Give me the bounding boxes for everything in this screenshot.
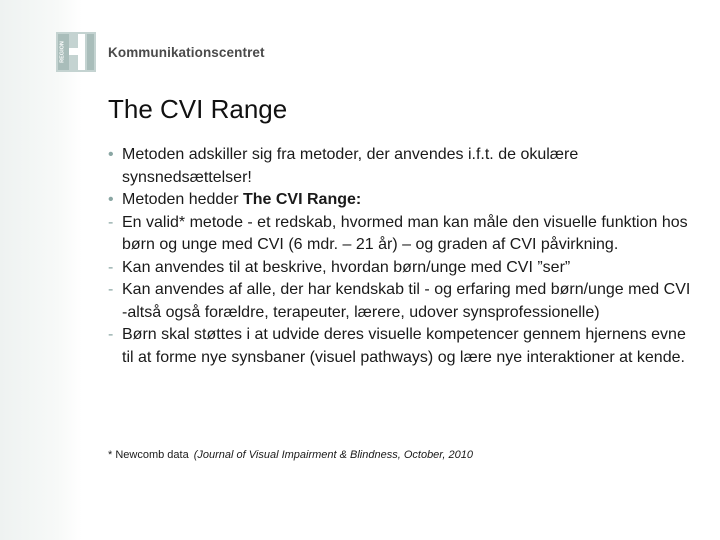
dash-marker: - [108, 258, 114, 276]
list-item [108, 257, 693, 280]
item-text: Kan anvendes af alle, der har kendskab til - og erfaring med børn/unge med CVI -altså også forældre, terapeuter, lærere, udover synsprofessionelle) [122, 281, 691, 321]
region-h-logo-icon [56, 32, 96, 72]
list-item [108, 279, 693, 324]
list-item [108, 212, 693, 257]
item-text: En valid* metode - et redskab, hvormed man kan måle den visuelle funktion hos børn og unge med CVI (6 mdr. – 21 år) – og graden af CVI påvirkning. [122, 213, 688, 253]
list-item [108, 189, 693, 212]
left-decorative-stripe [0, 0, 82, 540]
item-text: Børn skal støttes i at udvide deres visuelle kompetencer gennem hjernens evne til at forme nye synsbaner (visuel pathways) og lære nye interaktioner at kende. [122, 326, 686, 366]
slide-title: The CVI Range [108, 94, 288, 124]
footnote-label: * Newcomb data [108, 449, 189, 461]
bullet-marker: • [108, 191, 114, 208]
list-item [108, 324, 693, 369]
bullet-marker: • [108, 146, 114, 163]
bullet-list [108, 144, 693, 369]
dash-marker: - [108, 213, 114, 231]
item-text: Kan anvendes til at beskrive, hvordan børn/unge med CVI ”ser” [122, 258, 571, 276]
header-logo [56, 32, 265, 72]
item-text: Metoden hedder [122, 191, 243, 208]
footnote [108, 449, 473, 461]
dash-marker: - [108, 281, 114, 298]
org-name: Kommunikationscentret [108, 44, 265, 60]
footnote-reference: (Journal of Visual Impairment & Blindness, October, 2010 [193, 449, 473, 461]
method-name: The CVI Range: [242, 191, 362, 208]
logo-region-text: REGION [59, 41, 66, 63]
dash-marker: - [108, 326, 114, 343]
item-text: Metoden adskiller sig fra metoder, der anvendes i.f.t. de okulære synsnedsættelser! [122, 146, 579, 186]
list-item [108, 144, 693, 189]
